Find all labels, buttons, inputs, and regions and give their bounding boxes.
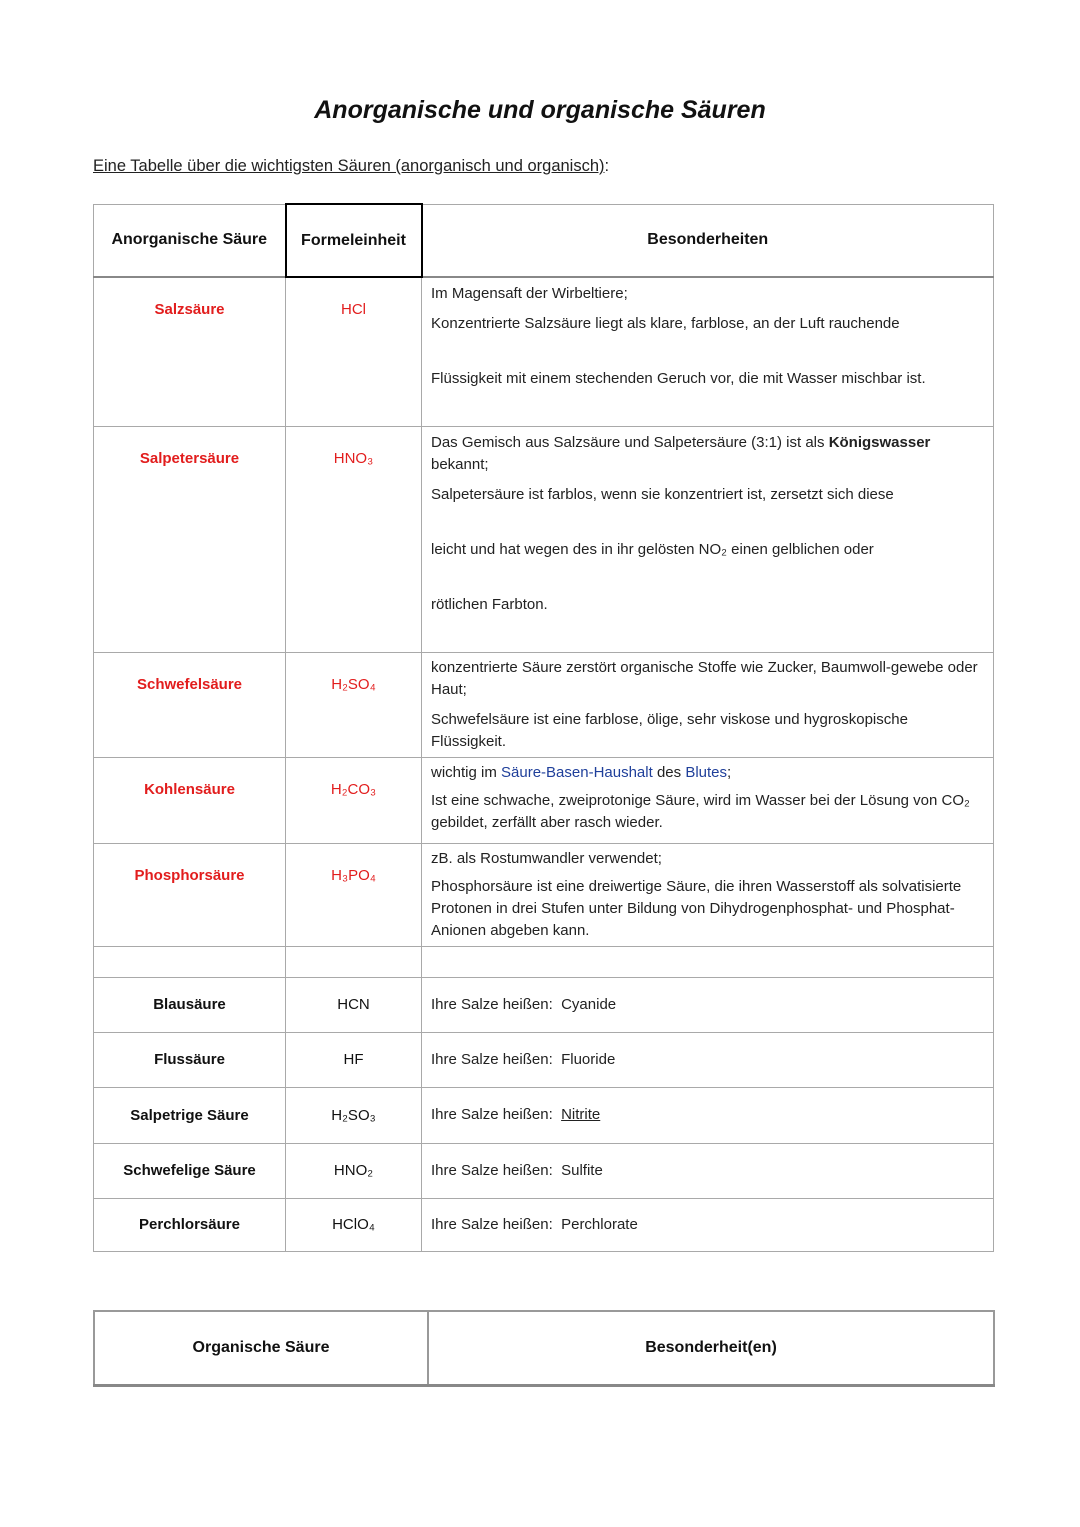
- subtitle: [93, 157, 609, 176]
- acid-formula: HNO₂: [286, 1143, 422, 1198]
- empty-row: [94, 946, 994, 977]
- acid-name: Phosphorsäure: [94, 843, 286, 946]
- feature-line: Phosphorsäure ist eine dreiwertige Säure, die ihren Wasserstoff als solvatisierte Protonen in drei Stufen unter Bildung von Dihydrogenphosphat- und Phosphat-Anionen abgeben kann.: [431, 877, 962, 939]
- header-organic-acid: Organische Säure: [94, 1311, 428, 1386]
- feature-line: zB. als Rostumwandler verwendet;: [431, 849, 662, 867]
- acid-formula: H₂CO₃: [286, 757, 422, 843]
- salt-name: Perchlorate: [561, 1215, 638, 1233]
- acid-salt: Ihre Salze heißen: Fluoride: [422, 1032, 994, 1087]
- acid-name: Kohlensäure: [94, 757, 286, 843]
- acid-features: [422, 843, 994, 946]
- feature-line: Konzentrierte Salzsäure liegt als klare, farblose, an der Luft rauchende: [431, 315, 900, 332]
- feature-line: Ist eine schwache, zweiprotonige Säure, wird im Wasser bei der Lösung von CO₂ gebildet, zerfällt aber rasch wieder.: [431, 791, 970, 831]
- organic-acids-table: [93, 1310, 995, 1387]
- acid-name: Salpetersäure: [94, 426, 286, 652]
- table-header-row: [94, 1311, 994, 1386]
- acid-formula: HNO₃: [286, 426, 422, 652]
- link-text: Säure-Basen-Haushalt: [501, 763, 653, 781]
- acid-formula: H₃PO₄: [286, 843, 422, 946]
- acid-salt: Ihre Salze heißen: Perchlorate: [422, 1198, 994, 1251]
- page-title: Anorganische und organische Säuren: [314, 96, 766, 124]
- acid-features: [422, 652, 994, 757]
- acid-formula: HClO₄: [286, 1198, 422, 1251]
- acid-name: Salzsäure: [94, 277, 286, 426]
- acid-salt: Ihre Salze heißen: Nitrite: [422, 1087, 994, 1143]
- empty-cell: [422, 946, 994, 977]
- feature-line: konzentrierte Säure zerstört organische Stoffe wie Zucker, Baumwoll-gewebe oder Haut;: [431, 658, 978, 698]
- table-row: [94, 1032, 994, 1087]
- acid-name: Perchlorsäure: [94, 1198, 286, 1251]
- inorganic-acids-table: [93, 203, 994, 1252]
- acid-name: Salpetrige Säure: [94, 1087, 286, 1143]
- feature-line: Im Magensaft der Wirbeltiere;: [431, 285, 628, 302]
- acid-features: [422, 426, 994, 652]
- table-row: [94, 1143, 994, 1198]
- acid-formula: HF: [286, 1032, 422, 1087]
- feature-line: Das Gemisch aus Salzsäure und Salpetersäure (3:1) ist als Königswasser bekannt;: [431, 433, 931, 473]
- table-row: [94, 1198, 994, 1251]
- acid-formula: H₂SO₄: [286, 652, 422, 757]
- subtitle-suffix: :: [604, 157, 610, 175]
- feature-line: Schwefelsäure ist eine farblose, ölige, sehr viskose und hygroskopische Flüssigkeit.: [431, 710, 908, 750]
- header-formula: Formeleinheit: [286, 204, 422, 277]
- acid-salt: Ihre Salze heißen: Sulfite: [422, 1143, 994, 1198]
- link-text: Blutes: [685, 763, 728, 781]
- acid-formula: H₂SO₃: [286, 1087, 422, 1143]
- header-acid: Anorganische Säure: [94, 204, 286, 277]
- table-row: [94, 1087, 994, 1143]
- table-row: [94, 426, 994, 652]
- acid-name: Schwefelige Säure: [94, 1143, 286, 1198]
- empty-cell: [286, 946, 422, 977]
- header-features: Besonderheit(en): [428, 1311, 994, 1386]
- acid-formula: HCN: [286, 977, 422, 1032]
- acid-name: Schwefelsäure: [94, 652, 286, 757]
- acid-name: Flussäure: [94, 1032, 286, 1087]
- acid-features: [422, 757, 994, 843]
- salt-name: Nitrite: [561, 1106, 601, 1123]
- salt-name: Sulfite: [561, 1161, 603, 1179]
- keyword-koenigswasser: Königswasser: [828, 433, 931, 451]
- acid-formula: HCl: [286, 277, 422, 426]
- table-row: [94, 277, 994, 426]
- table-header-row: [94, 204, 994, 277]
- acid-name: Blausäure: [94, 977, 286, 1032]
- feature-line: leicht und hat wegen des in ihr gelösten NO₂ einen gelblichen oder: [431, 540, 874, 558]
- table-row: [94, 757, 994, 843]
- table-row: [94, 977, 994, 1032]
- acid-salt: Ihre Salze heißen: Cyanide: [422, 977, 994, 1032]
- subtitle-text: Eine Tabelle über die wichtigsten Säuren (anorganisch und organisch): [93, 157, 605, 175]
- feature-line: Salpetersäure ist farblos, wenn sie konzentriert ist, zersetzt sich diese: [431, 485, 894, 503]
- salt-name: Cyanide: [561, 995, 617, 1013]
- acid-features: [422, 277, 994, 426]
- empty-cell: [94, 946, 286, 977]
- table-row: [94, 652, 994, 757]
- feature-line: wichtig im Säure-Basen-Haushalt des Blutes;: [431, 763, 732, 781]
- feature-line: Flüssigkeit mit einem stechenden Geruch vor, die mit Wasser mischbar ist.: [431, 370, 926, 387]
- table-row: [94, 843, 994, 946]
- feature-line: rötlichen Farbton.: [431, 595, 548, 613]
- header-features: Besonderheiten: [422, 204, 994, 277]
- salt-name: Fluoride: [561, 1050, 616, 1068]
